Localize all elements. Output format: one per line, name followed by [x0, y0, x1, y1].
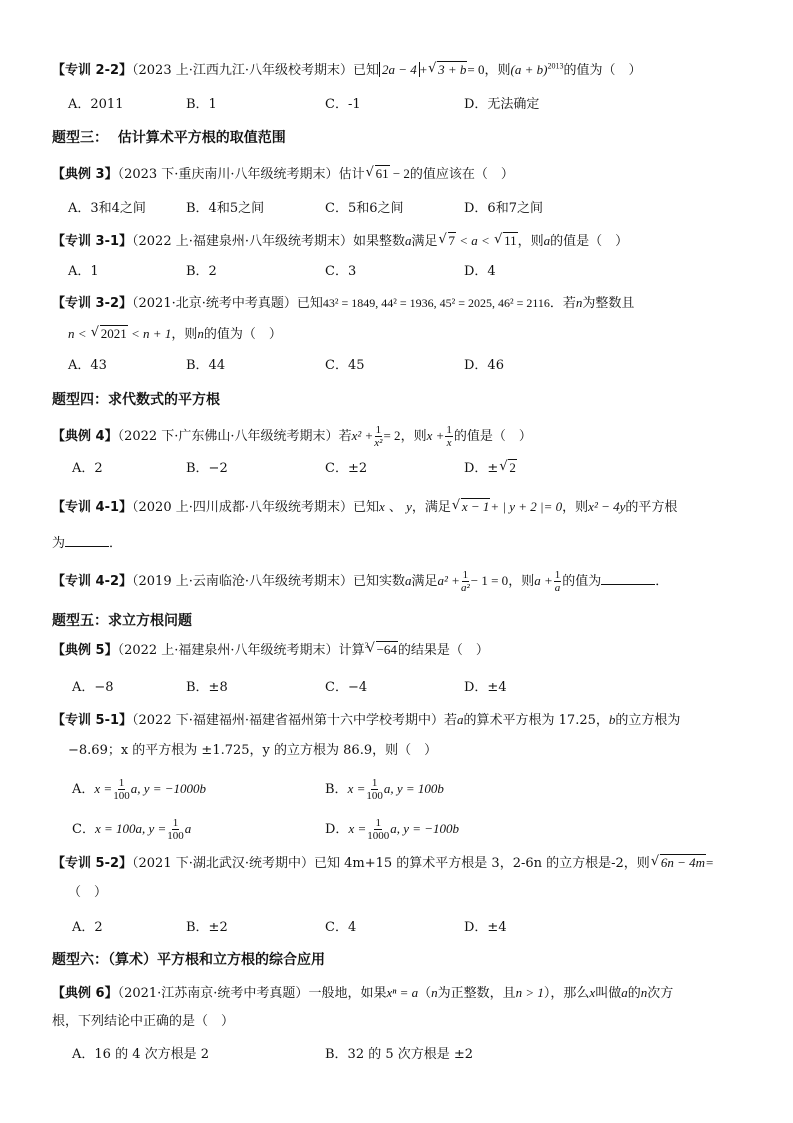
- math-expression: x =: [348, 821, 367, 836]
- section-label: 题型四：: [52, 392, 108, 408]
- cube-root-expression: √ −64: [376, 641, 398, 657]
- option-d[interactable]: D．4: [464, 264, 496, 279]
- option-b[interactable]: [325, 777, 444, 802]
- answer-blank[interactable]: [601, 571, 655, 585]
- question-text: 的算术平方根为 17.25，: [463, 713, 609, 728]
- options-2-2: [0, 95, 793, 115]
- question-3-2: [52, 293, 634, 314]
- section-heading-6: [52, 950, 325, 970]
- sqrt-expression: √ 2: [508, 459, 517, 475]
- fraction-denominator: 100: [167, 830, 184, 842]
- math-expression: x = 100a, y =: [94, 821, 167, 836]
- section-title: 估计算术平方根的取值范围: [117, 130, 286, 146]
- option-b[interactable]: B．±2: [186, 920, 228, 935]
- fraction-numerator: 1: [375, 424, 382, 436]
- example-5: [52, 641, 489, 662]
- option-label: A．: [72, 782, 95, 797]
- math-equation: = 2: [383, 428, 401, 443]
- option-c[interactable]: C．-1: [325, 97, 361, 112]
- variable: a: [405, 233, 412, 248]
- option-c[interactable]: [72, 817, 191, 842]
- question-text: 已知: [353, 500, 380, 515]
- option-c[interactable]: C．45: [325, 358, 365, 373]
- question-text: 满足: [411, 234, 438, 249]
- question-5-1: [52, 710, 680, 731]
- question-text: ，则: [517, 234, 544, 249]
- question-text: ．: [109, 536, 123, 551]
- example-3: [52, 164, 514, 185]
- sqrt-expression: √ 7: [448, 232, 457, 248]
- fraction-denominator: 100: [113, 790, 130, 802]
- fraction-denominator: a: [554, 582, 561, 594]
- question-5-2-line2: [68, 883, 107, 903]
- option-label: B．: [325, 782, 348, 797]
- options-ex5: [0, 678, 793, 698]
- question-text: ，则: [484, 63, 511, 78]
- option-d[interactable]: D．±4: [464, 680, 507, 695]
- fraction-numerator: 1: [462, 569, 469, 581]
- fraction: [366, 777, 383, 802]
- option-c[interactable]: C．4: [325, 920, 357, 935]
- question-text: 满足: [411, 574, 438, 589]
- question-tag: 【典例 5】: [52, 643, 118, 658]
- question-source: （2022 下·广东佛山·八年级统考期末）: [117, 429, 339, 444]
- question-source: （2021 下·湖北武汉·统考期中）: [132, 856, 314, 871]
- options-5-2: [0, 918, 793, 938]
- sqrt-expression: √ 3 + b: [437, 61, 467, 77]
- variable: n: [431, 985, 438, 1000]
- question-tag: 【专训 3-1】: [52, 234, 133, 249]
- question-text: 的值是（ ）: [550, 234, 629, 249]
- power-exponent: 2013: [547, 61, 564, 71]
- question-tag: 【专训 4-2】: [52, 574, 133, 589]
- fraction: [461, 569, 470, 594]
- question-text: ），那么: [543, 986, 590, 1001]
- question-text: ，满足: [411, 500, 451, 515]
- section-title: 求立方根问题: [108, 613, 192, 629]
- options-3-2: [0, 356, 793, 376]
- question-text: 的值为（ ）: [563, 63, 642, 78]
- question-text: 的值应该在（ ）: [409, 167, 514, 182]
- math-expression: x² − 4y: [588, 499, 626, 514]
- question-text: 已知 4m+15 的算术平方根是 3，2-6n 的立方根是-2，则: [314, 856, 650, 871]
- question-2-2: [52, 60, 641, 81]
- fraction-denominator: 100: [366, 790, 383, 802]
- question-4-2: [52, 569, 668, 594]
- option-d[interactable]: D．6和7之间: [464, 201, 543, 216]
- question-text: 的平方根: [625, 500, 678, 515]
- option-b[interactable]: B．−2: [186, 461, 228, 476]
- fraction: [367, 817, 389, 842]
- question-source: （2019 上·云南临沧·八年级统考期末）: [132, 574, 353, 589]
- option-a[interactable]: A．16 的 4 次方根是 2: [72, 1047, 210, 1062]
- fraction-numerator: 1: [371, 777, 378, 789]
- option-label: D．: [325, 822, 349, 837]
- option-c[interactable]: C．5和6之间: [325, 201, 404, 216]
- option-d[interactable]: [464, 459, 517, 479]
- question-3-2-line2: [68, 324, 282, 345]
- question-text: 若: [338, 429, 352, 444]
- option-a[interactable]: A．43: [68, 358, 107, 373]
- question-text: 叫做: [595, 986, 622, 1001]
- question-4-1: [52, 497, 677, 518]
- question-4-1-line2: [52, 533, 122, 554]
- question-tag: 【典例 6】: [52, 986, 118, 1001]
- question-source: （2022 上·福建泉州·八年级统考期末）: [132, 234, 353, 249]
- math-expression: < n + 1: [127, 326, 172, 341]
- example-6: [52, 983, 673, 1004]
- question-source: （2023 下·重庆南川·八年级统考期末）: [117, 167, 339, 182]
- question-text: ，则: [508, 574, 535, 589]
- question-3-1: [52, 231, 628, 252]
- options-ex4: [0, 459, 793, 481]
- section-title: （算术）平方根和立方根的综合应用: [108, 952, 325, 968]
- variable: n: [640, 985, 648, 1000]
- math-expression: < a <: [456, 233, 494, 248]
- question-text: 估计: [338, 167, 365, 182]
- question-text: 若: [444, 713, 458, 728]
- question-text: ．若: [549, 296, 576, 311]
- question-tag: 【专训 3-2】: [52, 296, 133, 311]
- math-expression: x =: [347, 781, 366, 796]
- section-label: 题型六：: [52, 952, 108, 968]
- section-label: 题型五：: [52, 613, 108, 629]
- answer-blank[interactable]: [65, 533, 109, 547]
- options-5-1-row1: [0, 775, 793, 809]
- option-d[interactable]: D．46: [464, 358, 504, 373]
- math-expression: a, y = −1000b: [130, 781, 207, 796]
- question-text: 为正整数，且: [437, 986, 516, 1001]
- option-d[interactable]: D．无法确定: [464, 97, 540, 112]
- section-heading-5: [52, 611, 192, 631]
- option-a[interactable]: [72, 777, 206, 802]
- root-index: 3: [364, 641, 369, 650]
- question-text: 的值为（ ）: [203, 327, 282, 342]
- fraction: [374, 424, 382, 449]
- question-text: 为: [52, 536, 66, 551]
- option-b[interactable]: B．2: [186, 264, 217, 279]
- variable: a: [621, 985, 628, 1000]
- option-d[interactable]: D．±4: [464, 920, 507, 935]
- question-text: −8.69；x 的平方根为 ±1.725，y 的立方根为 86.9，则（ ）: [68, 743, 438, 758]
- question-source: （2021·江苏南京·统考中考真题）: [117, 986, 309, 1001]
- question-text: ，则: [400, 429, 427, 444]
- question-text: 的: [627, 986, 641, 1001]
- option-c[interactable]: C．−4: [325, 680, 368, 695]
- math-equation: − 1 = 0: [470, 573, 509, 588]
- math-equation: =: [705, 855, 714, 870]
- math-expression: a +: [534, 573, 553, 588]
- variable: b: [608, 712, 616, 727]
- math-expression: n > 1: [515, 985, 544, 1000]
- question-text: 的值是（ ）: [453, 429, 532, 444]
- example-4: [52, 424, 532, 449]
- question-source: （2023 上·江西九江·八年级校考期末）: [132, 63, 353, 78]
- fraction-numerator: 1: [554, 569, 561, 581]
- question-text: 次方: [647, 986, 674, 1001]
- question-source: （2022 上·福建泉州·八年级统考期末）: [117, 643, 339, 658]
- question-tag: 【专训 5-1】: [52, 713, 133, 728]
- math-expression: a, y = 100b: [383, 781, 444, 796]
- fraction-numerator: 1: [172, 817, 179, 829]
- option-b[interactable]: B．1: [186, 97, 217, 112]
- question-text: 计算: [338, 643, 365, 658]
- variable: n: [575, 295, 583, 310]
- question-tag: 【专训 2-2】: [52, 63, 133, 78]
- question-5-1-line2: [68, 741, 437, 761]
- question-text: 的立方根为: [615, 713, 681, 728]
- abs-expression: 2a − 4: [379, 62, 420, 77]
- question-text: 如果整数: [353, 234, 406, 249]
- question-tag: 【专训 4-1】: [52, 500, 133, 515]
- variable: a: [457, 712, 464, 727]
- question-source: （2022 下·福建福州·福建省福州第十六中学校考期中）: [132, 713, 444, 728]
- question-text: 已知实数: [353, 574, 406, 589]
- section-heading-3: [52, 128, 286, 148]
- fraction-denominator: 1000: [367, 830, 390, 842]
- sqrt-expression: √ 11: [503, 232, 518, 248]
- variable: y: [406, 499, 412, 514]
- option-d[interactable]: [325, 817, 459, 842]
- math-expression: a² +: [437, 573, 460, 588]
- fraction-denominator: x²: [374, 437, 383, 449]
- fraction: [554, 569, 562, 594]
- section-heading-4: [52, 390, 220, 410]
- question-text: 已知: [296, 296, 323, 311]
- option-d-label: D．±: [464, 461, 499, 476]
- math-operator: +: [419, 62, 428, 77]
- question-text: 、: [384, 500, 407, 515]
- math-expression: x² +: [351, 428, 374, 443]
- question-text: （: [418, 986, 432, 1001]
- math-expression: 43² = 1849, 44² = 1936, 45² = 2025, 46² = 2116: [322, 296, 550, 310]
- options-5-1-row2: [0, 815, 793, 849]
- option-label: C．: [72, 822, 95, 837]
- math-expression: x +: [426, 428, 445, 443]
- math-equation: xⁿ = a: [386, 985, 419, 1000]
- variable: a: [405, 573, 412, 588]
- sqrt-expression: √ 2021: [100, 325, 128, 341]
- variable: x: [379, 499, 385, 514]
- question-text: 的结果是（ ）: [397, 643, 489, 658]
- option-b[interactable]: B．±8: [186, 680, 228, 695]
- math-expression: − 2: [389, 166, 410, 181]
- variable: a: [543, 233, 551, 248]
- question-text: ．: [655, 574, 669, 589]
- option-c[interactable]: C．±2: [325, 461, 368, 476]
- question-source: （2020 上·四川成都·八年级统考期末）: [132, 500, 353, 515]
- question-text: 为整数且: [582, 296, 635, 311]
- question-tag: 【专训 5-2】: [52, 856, 133, 871]
- fraction-numerator: 1: [118, 777, 125, 789]
- question-text: 根，下列结论中正确的是（ ）: [52, 1014, 235, 1029]
- math-expression: a, y = −100b: [390, 821, 460, 836]
- fraction: [167, 817, 184, 842]
- example-6-line2: [52, 1012, 234, 1032]
- question-tag: 【典例 3】: [52, 167, 118, 182]
- math-expression: n <: [68, 326, 90, 341]
- fraction: [445, 424, 453, 449]
- option-a[interactable]: A．−8: [72, 680, 114, 695]
- question-text: 的值为: [562, 574, 602, 589]
- math-expression: + | y + 2 |= 0: [490, 499, 563, 514]
- options-3-1: [0, 262, 793, 282]
- question-text: ，则: [562, 500, 589, 515]
- question-source: （2021·北京·统考中考真题）: [132, 296, 297, 311]
- option-a[interactable]: A．2011: [68, 97, 124, 112]
- option-c[interactable]: C．3: [325, 264, 357, 279]
- math-expression: a: [184, 821, 192, 836]
- power-base: (a + b): [510, 62, 548, 77]
- option-a[interactable]: A．2: [72, 920, 103, 935]
- sqrt-expression: √ 6n − 4m: [660, 854, 706, 870]
- math-equation: = 0: [467, 62, 485, 77]
- fraction-numerator: 1: [375, 817, 381, 829]
- question-text: 已知: [353, 63, 380, 78]
- sqrt-expression: √ 61: [375, 165, 390, 181]
- option-b[interactable]: B．32 的 5 次方根是 ±2: [325, 1047, 474, 1062]
- math-expression: x =: [94, 781, 113, 796]
- option-a[interactable]: A．3和4之间: [68, 201, 146, 216]
- sqrt-expression: √ x − 1: [461, 498, 491, 514]
- fraction-denominator: a²: [460, 582, 470, 594]
- variable: x: [589, 985, 596, 1000]
- fraction: [113, 777, 130, 802]
- option-b[interactable]: B．4和5之间: [186, 201, 265, 216]
- option-b[interactable]: B．44: [186, 358, 226, 373]
- option-a[interactable]: A．1: [68, 264, 99, 279]
- option-a[interactable]: A．2: [72, 461, 103, 476]
- variable: n: [197, 326, 204, 341]
- question-tag: 【典例 4】: [52, 429, 118, 444]
- fraction-numerator: 1: [446, 424, 452, 436]
- section-title: 求代数式的平方根: [108, 392, 220, 408]
- fraction-denominator: x: [446, 437, 452, 449]
- question-text: （ ）: [68, 885, 108, 900]
- question-text: 一般地，如果: [308, 986, 387, 1001]
- question-5-2: [52, 853, 713, 874]
- options-ex3: [0, 199, 793, 219]
- options-ex6: [0, 1045, 793, 1065]
- section-label: 题型三：: [52, 130, 108, 146]
- question-text: ，则: [171, 327, 198, 342]
